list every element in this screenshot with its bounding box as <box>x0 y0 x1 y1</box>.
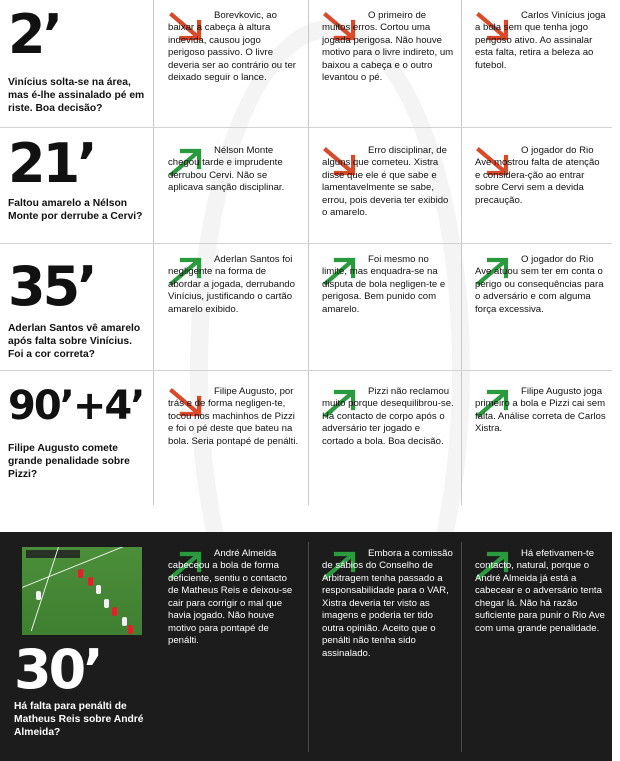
opinion-text: Carlos Vinícius joga a bola sem que tenha jogo perigoso ativo. Ao assinalar esta falta, retira a beleza ao futebol. <box>475 10 606 71</box>
player-figure <box>88 577 93 586</box>
opinion-text: Borevkovic, ao baixar a cabeça à altura indevida, causou jogo perigoso passivo. O livre deveria ser ao contrário ou ter deixado seguir o lance. <box>168 10 296 84</box>
opinion-text: Filipe Augusto joga primeiro a bola e Pizzi cai sem falta. Análise correta de Carlos Xistra. <box>475 386 606 435</box>
question-text: Faltou amarelo a Nélson Monte por derrube a Cervi? <box>8 198 143 223</box>
question-text: Filipe Augusto comete grande penalidade sobre Pizzi? <box>8 443 130 481</box>
opinion-text: O jogador do Rio Ave mostrou falta de atenção e considera-ção ao entrar sobre Cervi sem a devida precaução. <box>475 145 600 206</box>
player-figure <box>112 607 117 616</box>
opinion-text: Há efetivamen-te contacto, natural, porque o André Almeida já está a cabecear e o adversário tenta chegar lá. Não há razão suficiente para punir o Rio Ave com uma grande penalidade. <box>475 548 605 634</box>
question-text: Há falta para penálti de Matheus Reis sobre André Almeida? <box>14 701 144 739</box>
question-text: Vinícius solta-se na área, mas é-lhe assinalado pé em riste. Boa decisão? <box>8 77 145 115</box>
row-divider <box>0 127 612 128</box>
opinion-text: Pizzi não reclamou muito porque desequilibrou-se. Há contacto de corpo após o adversário ter jogado e cortado a bola. Boa decisão. <box>322 386 454 447</box>
player-figure <box>122 617 127 626</box>
opinion-text: Nélson Monte chegou tarde e imprudente derrubou Cervi. Não se aplicava sanção disciplinar. <box>168 145 285 194</box>
opinion-text: Embora a comissão de sábios do Conselho de Arbitragem tenha passado a responsabilidade para o VAR, Xistra deveria ter visto as imagens e poderia ter tido outra opinião. Aceito que o penálti não tenha sido assinalado. <box>322 548 453 659</box>
column-divider <box>308 542 309 752</box>
opinion-text: Filipe Augusto, por trás e de forma negligen-te, tocou nos machinhos de Pizzi e foi o pé deste que bateu na bola. Seria pontapé de penálti. <box>168 386 299 447</box>
match-video-thumbnail <box>22 547 142 635</box>
opinion-text: O primeiro de muitos erros. Cortou uma jogada perigosa. Não houve motivo para o livre indireto, um baixou a cabeça e o outro levantou o pé. <box>322 10 454 84</box>
opinion-text: O jogador do Rio Ave atuou sem ter em conta o perigo ou consequências para o adversário e com alguma força excessiva. <box>475 254 604 315</box>
row-divider <box>0 370 612 371</box>
question-text: Aderlan Santos vê amarelo após falta sobre Vinícius. Foi a cor correta? <box>8 323 141 361</box>
opinion-text: Foi mesmo no limite, mas enquadra-se na disputa de bola negligen-te e perigosa. Bem punido com amarelo. <box>322 254 446 315</box>
row-divider <box>0 243 612 244</box>
player-figure <box>104 599 109 608</box>
player-figure <box>36 591 41 600</box>
opinion-text: Aderlan Santos foi negligente na forma de abordar a jogada, derrubando Vinícius, justificando o cartão amarelo exibido. <box>168 254 295 315</box>
minute-label: 90’+4’ <box>8 383 144 429</box>
score-overlay <box>26 550 80 558</box>
minute-label: 35’ <box>8 255 95 318</box>
column-divider <box>308 0 309 505</box>
pitch-line <box>31 547 59 631</box>
player-figure <box>96 585 101 594</box>
column-divider <box>461 542 462 752</box>
minute-label: 21’ <box>8 132 95 195</box>
minute-label: 30’ <box>14 638 101 701</box>
column-divider <box>461 0 462 505</box>
opinion-text: André Almeida cabeceou a bola de forma deficiente, sentiu o contacto de Matheus Reis e deixou-se cair para corrigir o mal que havia jogado. Não houve motivo para pontapé de penálti. <box>168 548 293 647</box>
opinion-text: Erro disciplinar, de alguns que cometeu. Xistra disse que ele é que sabe e lamentavelmente se sabe, errou, pois deveria ter exibido o amarelo. <box>322 145 449 219</box>
minute-label: 2’ <box>8 3 61 66</box>
player-figure <box>78 569 83 578</box>
column-divider <box>153 0 154 505</box>
player-figure <box>128 625 133 634</box>
